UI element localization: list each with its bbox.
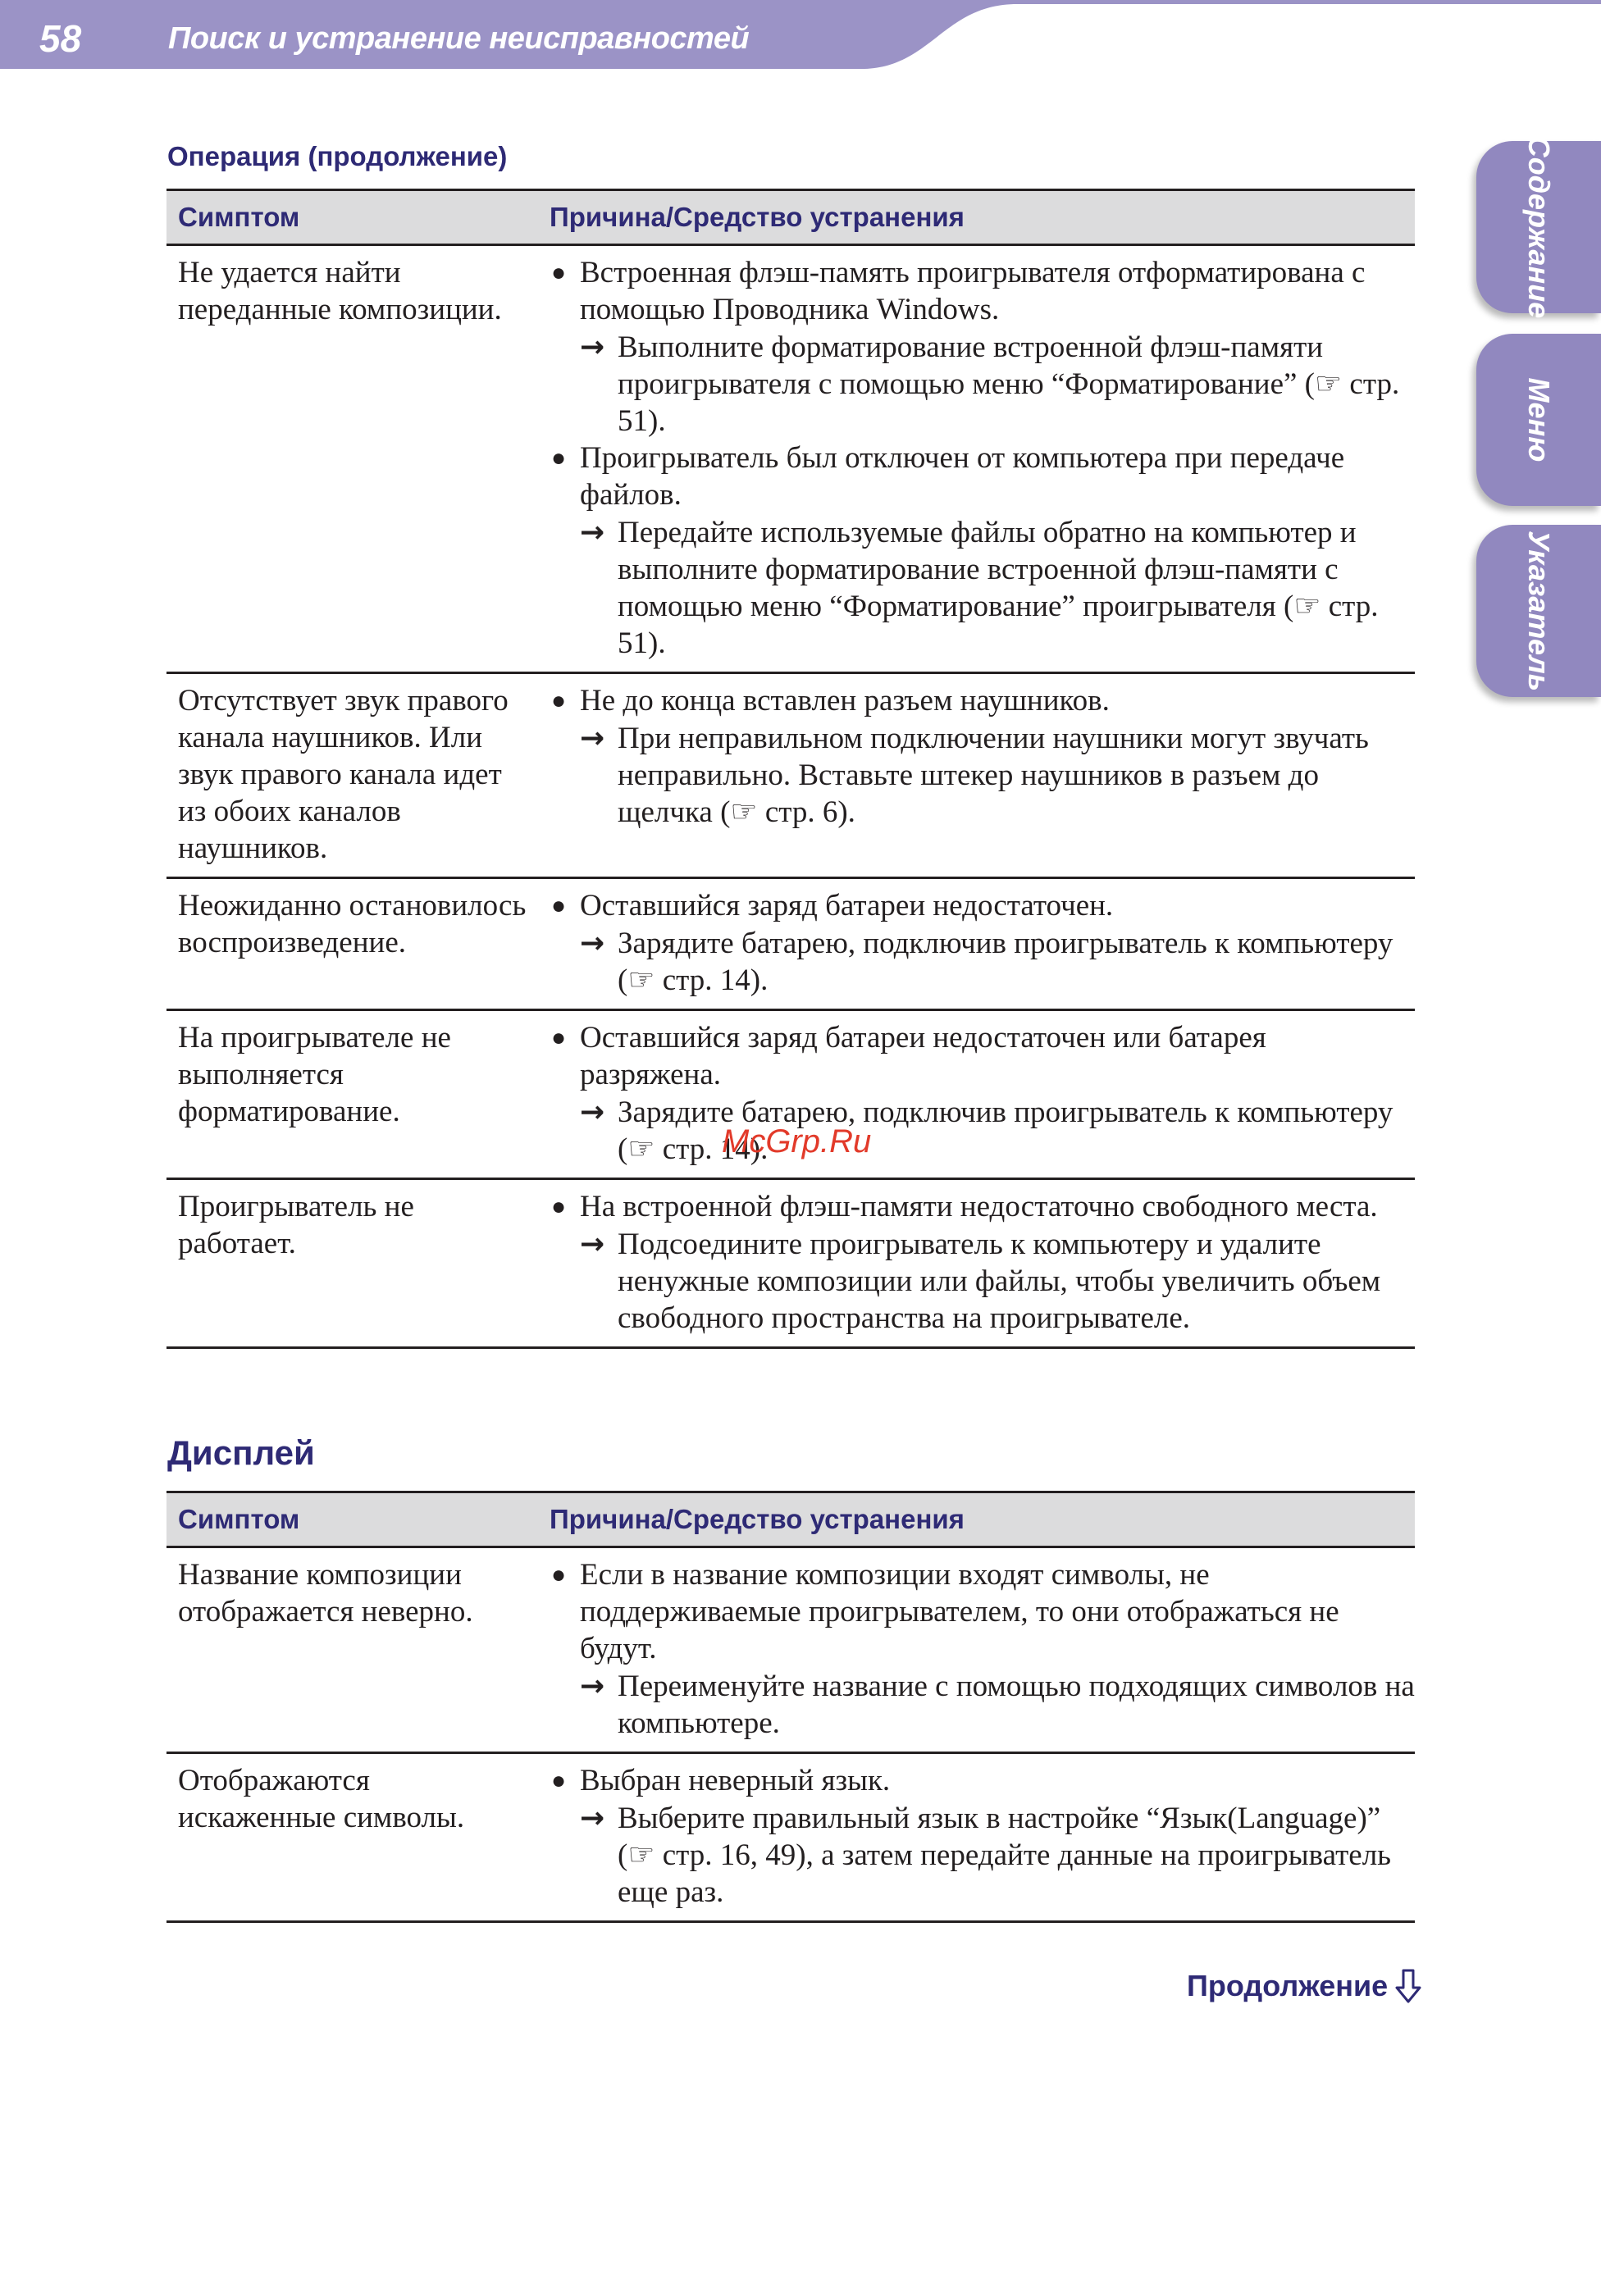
column-header-cause: Причина/Средство устранения [538, 1492, 1415, 1547]
arrow-right-icon: → [580, 1670, 605, 1703]
symptom-cell: Проигрыватель не работает. [166, 1179, 538, 1348]
arrow-right-icon: → [580, 516, 605, 549]
symptom-cell: Неожиданно остановилось воспроизведение. [166, 878, 538, 1010]
tab-menu[interactable] [1476, 334, 1601, 506]
arrow-right-icon: → [580, 1802, 605, 1835]
remedy-item [550, 720, 1415, 831]
column-header-symptom: Симптом [166, 190, 538, 245]
bullet-icon: ● [551, 444, 567, 472]
cause-item [550, 887, 1415, 924]
cause-item [550, 1019, 1415, 1093]
page-number: 58 [39, 17, 82, 60]
tab-index[interactable] [1476, 525, 1601, 697]
cause-text: Проигрыватель был отключен от компьютера при передаче файлов. [580, 441, 1345, 512]
cause-text: Оставшийся заряд батареи недостаточен. [580, 889, 1114, 922]
section-title-display: Дисплей [167, 1433, 315, 1472]
bullet-icon: ● [551, 687, 567, 714]
remedy-text: Подсоедините проигрыватель к компьютеру и удалите ненужные композиции или файлы, чтобы увеличить объем свободного пространства на проигрывателе. [618, 1228, 1381, 1335]
watermark: McGrp.Ru [722, 1123, 872, 1159]
continue-label: Продолжение [1187, 1969, 1389, 2002]
cause-cell [538, 1179, 1415, 1348]
page-title: Поиск и устранение неисправностей [168, 21, 750, 56]
table-row [166, 1179, 1415, 1348]
remedy-text: Переименуйте название с помощью подходящих символов на компьютере. [618, 1670, 1415, 1740]
symptom-cell: Не удается найти переданные композиции. [166, 245, 538, 673]
continue-link[interactable] [1187, 1968, 1422, 2004]
bullet-icon: ● [551, 1561, 567, 1588]
remedy-item [550, 329, 1415, 440]
page-header [0, 0, 1601, 74]
remedy-text: Зарядите батарею, подключив проигрыватель к компьютеру (☞ стр. 14). [618, 1096, 1393, 1166]
cause-item [550, 440, 1415, 513]
cause-cell [538, 1753, 1415, 1922]
cause-item [550, 254, 1415, 328]
symptom-cell: Название композиции отображается неверно. [166, 1547, 538, 1753]
column-header-cause: Причина/Средство устранения [538, 190, 1415, 245]
table-row [166, 1547, 1415, 1753]
arrow-right-icon: → [580, 722, 605, 755]
table-row [166, 1753, 1415, 1922]
remedy-item [550, 1226, 1415, 1337]
tab-contents[interactable] [1476, 135, 1601, 319]
tab-menu-label: Меню [1522, 377, 1556, 462]
bullet-icon: ● [551, 1193, 567, 1220]
cause-text: Если в название композиции входят символы, не поддерживаемые проигрывателем, то они отображаться не будут. [580, 1558, 1339, 1665]
remedy-item [550, 1094, 1415, 1168]
cause-item [550, 1762, 1415, 1799]
operation-table [166, 189, 1415, 1349]
remedy-text: При неправильном подключении наушники могут звучать неправильно. Вставьте штекер наушников в разъем до щелчка (☞ стр. 6). [618, 722, 1369, 829]
table-row [166, 878, 1415, 1010]
remedy-text: Выполните форматирование встроенной флэш-памяти проигрывателя с помощью меню “Форматирование” (☞ стр. 51). [618, 330, 1400, 438]
bullet-icon: ● [551, 1024, 567, 1051]
arrow-right-icon: → [580, 1228, 605, 1261]
arrow-down-icon [1394, 1968, 1422, 2004]
table-header-row [166, 190, 1415, 245]
bullet-icon: ● [551, 892, 567, 919]
remedy-text: Передайте используемые файлы обратно на компьютер и выполните форматирование встроенной флэш-памяти с помощью меню “Форматирование” проигрывателя (☞ стр. 51). [618, 516, 1379, 660]
cause-item [550, 1556, 1415, 1667]
remedy-item [550, 1800, 1415, 1911]
arrow-right-icon: → [580, 1096, 605, 1129]
remedy-text: Выберите правильный язык в настройке “Язык(Language)” (☞ стр. 16, 49), а затем передайте данные на проигрыватель еще раз. [618, 1802, 1392, 1909]
table-header-row [166, 1492, 1415, 1547]
remedy-text: Зарядите батарею, подключив проигрыватель к компьютеру (☞ стр. 14). [618, 927, 1393, 997]
display-table [166, 1491, 1415, 1923]
cause-text: Оставшийся заряд батареи недостаточен или батарея разряжена. [580, 1021, 1266, 1091]
symptom-cell: Отображаются искаженные символы. [166, 1753, 538, 1922]
tab-contents-label: Содержание [1522, 135, 1556, 319]
table-row [166, 245, 1415, 673]
section-title-operation: Операция (продолжение) [167, 141, 508, 171]
bullet-icon: ● [551, 259, 567, 286]
bullet-icon: ● [551, 1767, 567, 1794]
remedy-item [550, 1668, 1415, 1742]
cause-cell [538, 1010, 1415, 1179]
arrow-right-icon: → [580, 927, 605, 960]
cause-cell [538, 245, 1415, 673]
cause-text: На встроенной флэш-памяти недостаточно свободного места. [580, 1190, 1378, 1223]
cause-cell [538, 673, 1415, 878]
cause-text: Выбран неверный язык. [580, 1764, 891, 1797]
table-row [166, 673, 1415, 878]
cause-cell [538, 878, 1415, 1010]
remedy-item [550, 514, 1415, 662]
cause-text: Встроенная флэш-память проигрывателя отформатирована с помощью Проводника Windows. [580, 256, 1366, 326]
symptom-cell: На проигрывателе не выполняется форматирование. [166, 1010, 538, 1179]
cause-text: Не до конца вставлен разъем наушников. [580, 684, 1110, 718]
arrow-right-icon: → [580, 330, 605, 364]
symptom-cell: Отсутствует звук правого канала наушников. Или звук правого канала идет из обоих каналов наушников. [166, 673, 538, 878]
cause-item [550, 682, 1415, 719]
tab-index-label: Указатель [1522, 530, 1556, 692]
remedy-item [550, 925, 1415, 999]
column-header-symptom: Симптом [166, 1492, 538, 1547]
cause-cell [538, 1547, 1415, 1753]
cause-item [550, 1188, 1415, 1225]
